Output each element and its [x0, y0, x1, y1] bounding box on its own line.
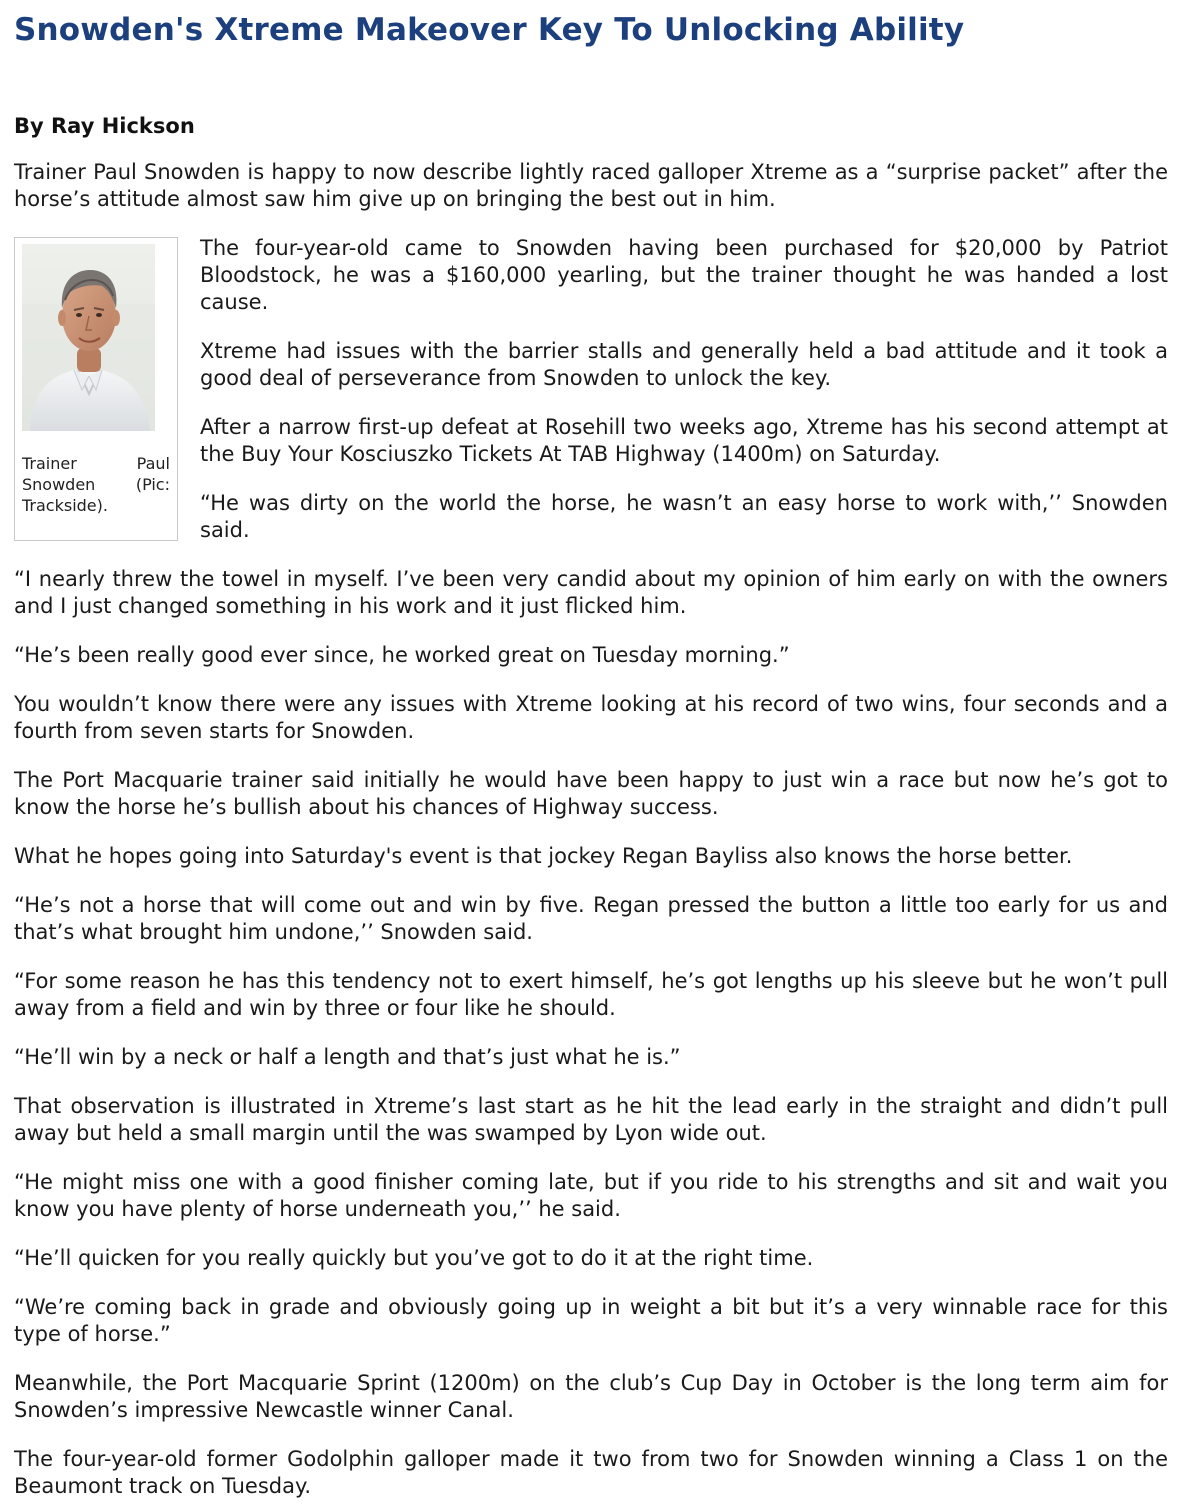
article-paragraph: “I nearly threw the towel in myself. I’ve been very candid about my opinion of him early on with the owners and I just changed something in his work and it just flicked him. — [14, 567, 1168, 618]
article-paragraph: “He’ll quicken for you really quickly but you’ve got to do it at the right time. — [14, 1246, 814, 1270]
article-paragraph: “He was dirty on the world the horse, he wasn’t an easy horse to work with,’’ Snowden said. — [200, 491, 1168, 542]
article-intro: Trainer Paul Snowden is happy to now describe lightly raced galloper Xtreme as a “surprise packet” after the horse’s attitude almost saw him give up on bringing the best out in him. — [14, 160, 1168, 211]
article-paragraph: The four-year-old former Godolphin galloper made it two from two for Snowden winning a Class 1 on the Beaumont track on Tuesday. — [14, 1447, 1168, 1498]
article-paragraph: “He’s not a horse that will come out and win by five. Regan pressed the button a little too early for us and that’s what brought him undone,’’ Snowden said. — [14, 893, 1168, 944]
article-paragraph: After a narrow first-up defeat at Rosehill two weeks ago, Xtreme has his second attempt at the Buy Your Kosciuszko Tickets At TAB Highway (1400m) on Saturday. — [200, 415, 1168, 466]
article-paragraph: That observation is illustrated in Xtreme’s last start as he hit the lead early in the straight and didn’t pull away but held a small margin until the was swamped by Lyon wide out. — [14, 1094, 1168, 1145]
article-page — [14, 0, 1168, 1500]
article-paragraph: The Port Macquarie trainer said initially he would have been happy to just win a race but now he’s got to know the horse he’s bullish about his chances of Highway success. — [14, 768, 1168, 819]
article-paragraph: Xtreme had issues with the barrier stalls and generally held a bad attitude and it took a good deal of perseverance from Snowden to unlock the key. — [200, 339, 1168, 390]
article-paragraph: The four-year-old came to Snowden having been purchased for $20,000 by Patriot Bloodstock, he was a $160,000 yearling, but the trainer thought he was handed a lost cause. — [200, 236, 1168, 314]
article-paragraph: “He’ll win by a neck or half a length and that’s just what he is.” — [14, 1045, 681, 1069]
article-paragraph: What he hopes going into Saturday's event is that jockey Regan Bayliss also knows the horse better. — [14, 844, 1073, 868]
trainer-photo-caption: Trainer Paul Snowden (Pic: Trackside). — [22, 454, 170, 515]
article-body — [14, 159, 1168, 1500]
trainer-photo-figure — [14, 237, 178, 541]
article-byline: By Ray Hickson — [14, 114, 195, 138]
trainer-photo — [22, 244, 155, 431]
article-paragraph: “For some reason he has this tendency not to exert himself, he’s got lengths up his sleeve but he won’t pull away from a field and win by three or four like he should. — [14, 969, 1168, 1020]
article-headline: Snowden's Xtreme Makeover Key To Unlocking Ability — [14, 12, 965, 48]
article-paragraph: “He’s been really good ever since, he worked great on Tuesday morning.” — [14, 643, 790, 667]
article-paragraph: “He might miss one with a good finisher coming late, but if you ride to his strengths and sit and wait you know you have plenty of horse underneath you,’’ he said. — [14, 1170, 1168, 1221]
article-paragraph: “We’re coming back in grade and obviously going up in weight a bit but it’s a very winnable race for this type of horse.” — [14, 1295, 1168, 1346]
article-paragraph: Meanwhile, the Port Macquarie Sprint (1200m) on the club’s Cup Day in October is the long term aim for Snowden’s impressive Newcastle winner Canal. — [14, 1371, 1168, 1422]
article-paragraph: You wouldn’t know there were any issues with Xtreme looking at his record of two wins, four seconds and a fourth from seven starts for Snowden. — [14, 692, 1168, 743]
